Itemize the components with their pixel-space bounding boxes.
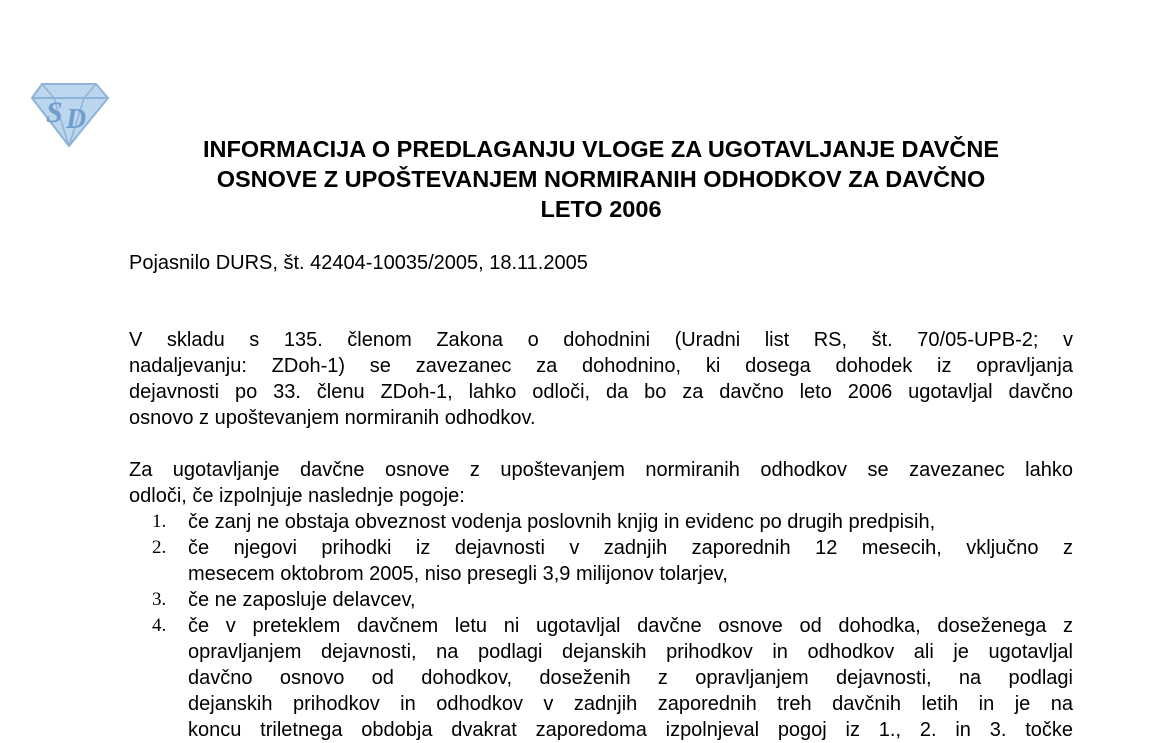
list-number: 4. — [152, 615, 167, 636]
conditions-list — [129, 509, 1073, 743]
list-item-line: dejanskih prihodkov in odhodkov v zadnjih zaporednih treh davčnih letih in je na — [188, 693, 1073, 715]
svg-text:S: S — [46, 96, 63, 129]
title-line: OSNOVE Z UPOŠTEVANJEM NORMIRANIH ODHODKOV ZA DAVČNO — [216, 166, 986, 192]
document-title — [128, 134, 1074, 224]
intro-paragraph — [129, 327, 1073, 431]
paragraph-line: dejavnosti po 33. členu ZDoh-1, lahko odloči, da bo za davčno leto 2006 ugotavljal davčno — [129, 381, 1073, 403]
title-line: LETO 2006 — [540, 196, 662, 222]
paragraph-line: nadaljevanju: ZDoh-1) se zavezanec za dohodnino, ki dosega dohodek iz opravljanja — [129, 355, 1073, 377]
paragraph-line: osnovo z upoštevanjem normiranih odhodkov. — [129, 407, 536, 429]
list-number: 2. — [152, 537, 167, 558]
list-number: 3. — [152, 589, 167, 610]
list-item-line: če ne zaposluje delavcev, — [188, 589, 416, 611]
paragraph-line: Za ugotavljanje davčne osnove z upoštevanjem normiranih odhodkov se zavezanec lahko — [129, 459, 1073, 481]
list-item-line: če v preteklem davčnem letu ni ugotavljal davčne osnove od dohodka, doseženega z — [188, 615, 1073, 637]
conditions-intro-paragraph — [129, 457, 1073, 509]
list-item-line: koncu triletnega obdobja dvakrat zaporedoma izpolnjeval pogoj iz 1., 2. in 3. točke — [188, 719, 1073, 741]
title-line: INFORMACIJA O PREDLAGANJU VLOGE ZA UGOTAVLJANJE DAVČNE — [202, 136, 999, 162]
list-item-line: opravljanjem dejavnosti, na podlagi dejanskih prihodkov in odhodkov ali je ugotavljal — [188, 641, 1073, 663]
sd-logo — [26, 76, 112, 150]
list-item — [129, 613, 1073, 743]
list-item — [129, 587, 1073, 613]
list-item — [129, 509, 1073, 535]
list-item-line: davčno osnovo od dohodkov, doseženih z opravljanjem dejavnosti, na podlagi — [188, 667, 1073, 689]
list-item — [129, 535, 1073, 587]
paragraph-line: odloči, če izpolnjuje naslednje pogoje: — [129, 485, 465, 507]
svg-text:D: D — [66, 104, 87, 135]
list-number: 1. — [152, 511, 167, 532]
list-item-line: če zanj ne obstaja obveznost vodenja poslovnih knjig in evidenc po drugih predpisih, — [188, 511, 936, 533]
list-item-line: mesecem oktobrom 2005, niso presegli 3,9 milijonov tolarjev, — [188, 563, 728, 585]
paragraph-line: V skladu s 135. členom Zakona o dohodnini (Uradni list RS, št. 70/05-UPB-2; v — [129, 329, 1073, 351]
list-item-line: če njegovi prihodki iz dejavnosti v zadnjih zaporednih 12 mesecih, vključno z — [188, 537, 1073, 559]
source-reference: Pojasnilo DURS, št. 42404-10035/2005, 18.11.2005 — [129, 252, 588, 274]
